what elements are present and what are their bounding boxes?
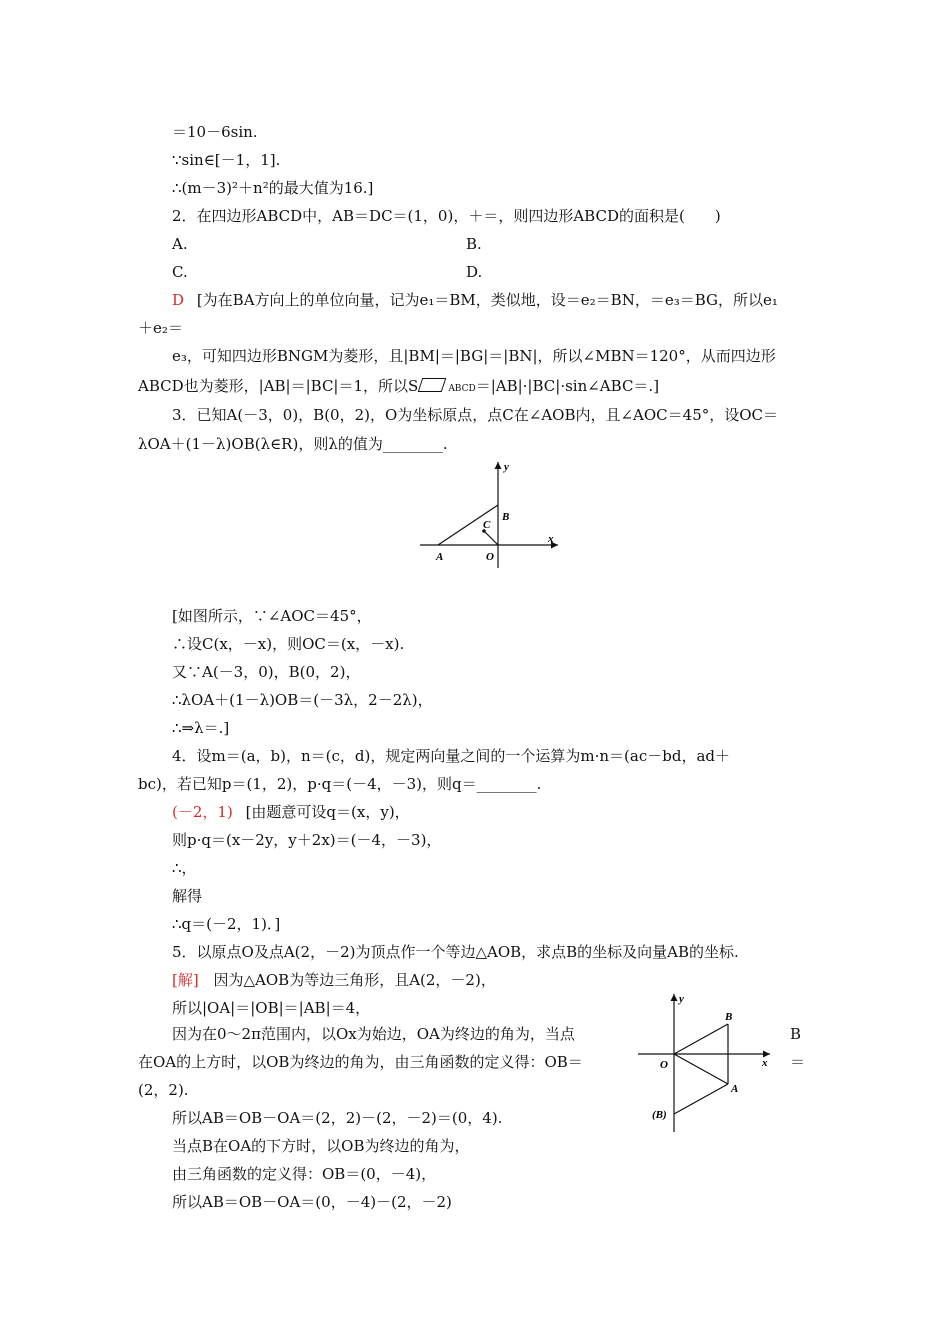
solution-5-line-6: 所以AB＝OB－OA＝(2，2)－(2，－2)＝(0，4). bbox=[172, 1109, 503, 1127]
answer-4: (－2，1) bbox=[172, 803, 233, 821]
segment-ob bbox=[674, 1024, 728, 1054]
question-4-line-2: bc)，若已知p＝(1，2)，p·q＝(－4，－3)，则q＝________. bbox=[138, 775, 542, 793]
area-formula: ＝|AB|·|BC|·sin∠ABC＝.] bbox=[475, 377, 660, 395]
segment-a-b2 bbox=[674, 1084, 728, 1114]
solution-5-line-7: 当点B在OA的下方时，以OB为终边的角为， bbox=[172, 1137, 470, 1155]
solution-5-line-4: 在OA的上方时，以OB为终边的角为，由三角函数的定义得：OB＝ bbox=[138, 1053, 583, 1071]
option-b: B. bbox=[466, 235, 482, 253]
answer-2: D bbox=[172, 291, 185, 309]
solution-2-line-4 bbox=[138, 376, 659, 399]
question-2: 2．在四边形ABCD中，AB＝DC＝(1，0)，＋＝，则四边形ABCD的面积是( ) bbox=[172, 207, 721, 225]
label-o: O bbox=[486, 551, 494, 563]
answer-line-5 bbox=[172, 970, 496, 990]
segment-oa bbox=[674, 1054, 728, 1084]
figure-equilateral-aob bbox=[636, 990, 776, 1136]
solution-4-text: [由题意可设q＝(x，y)， bbox=[245, 803, 410, 821]
figure-triangle-aoc bbox=[420, 458, 570, 568]
solution-5-line-8: 由三角函数的定义得：OB＝(0，－4)， bbox=[172, 1165, 437, 1183]
solution-5-marker: [解] bbox=[172, 971, 199, 989]
solution-3-line-5: ∴⇒λ＝.] bbox=[172, 719, 230, 737]
label-o: O bbox=[660, 1059, 668, 1071]
label-y: y bbox=[504, 461, 509, 473]
question-3-line-2: λOA＋(1－λ)OB(λ∈R)，则λ的值为________. bbox=[138, 435, 448, 453]
solution-5-line-4-right: ＝ bbox=[790, 1053, 806, 1071]
parallelogram-icon bbox=[418, 378, 447, 392]
solution-5-line-3: 因为在0～2π范围内，以Ox为始边，OA为终边的角为，当点 bbox=[172, 1025, 575, 1043]
solution-3-line-4: ∴λOA＋(1－λ)OB＝(－3λ，2－2λ)， bbox=[172, 691, 433, 709]
label-x: x bbox=[762, 1057, 768, 1069]
solution-5-line-3-right: B bbox=[790, 1025, 802, 1043]
answer-line-4 bbox=[172, 802, 410, 822]
line-2: ∵sin∈[－1，1]. bbox=[172, 151, 281, 169]
label-b-lower: (B) bbox=[652, 1109, 667, 1121]
label-x: x bbox=[548, 533, 554, 545]
line-3: ∴(m－3)²＋n²的最大值为16.] bbox=[172, 179, 374, 197]
solution-3-line-3: 又∵A(－3，0)，B(0，2)， bbox=[172, 663, 361, 681]
option-d: D. bbox=[466, 263, 483, 281]
solution-2-line-3: e₃，可知四边形BNGM为菱形，且|BM|＝|BG|＝|BN|，所以∠MBN＝120°，从而四边形 bbox=[172, 347, 776, 365]
segment-oc bbox=[484, 531, 498, 545]
solution-4-line-4: 解得 bbox=[172, 887, 203, 905]
label-a: A bbox=[731, 1083, 739, 1095]
solution-5-line-9: 所以AB＝OB－OA＝(0，－4)－(2，－2) bbox=[172, 1193, 452, 1211]
option-a: A. bbox=[172, 235, 188, 253]
solution-3-line-2: ∴设C(x，－x)，则OC＝(x，－x). bbox=[172, 635, 405, 653]
answer-line-2 bbox=[172, 290, 778, 310]
area-subscript: ABCD bbox=[448, 384, 476, 394]
area-prefix: ABCD也为菱形，|AB|＝|BC|＝1，所以S bbox=[138, 377, 419, 395]
label-c: C bbox=[483, 519, 491, 531]
question-5: 5．以原点O及点A(2，－2)为顶点作一个等边△AOB，求点B的坐标及向量AB的坐标. bbox=[172, 943, 739, 961]
solution-5-text: 因为△AOB为等边三角形，且A(2，－2)， bbox=[213, 971, 496, 989]
question-3: 3．已知A(－3，0)，B(0，2)，O为坐标原点，点C在∠AOB内，且∠AOC＝45°，设OC＝ bbox=[172, 406, 779, 424]
label-a: A bbox=[436, 551, 444, 563]
option-c: C. bbox=[172, 263, 188, 281]
solution-5-line-5: (2，2). bbox=[138, 1081, 189, 1099]
solution-2-line-2: ＋e₂＝ bbox=[138, 319, 183, 337]
label-y: y bbox=[679, 993, 684, 1005]
label-b: B bbox=[502, 511, 510, 523]
solution-4-line-5: ∴q＝(－2，1)．] bbox=[172, 915, 281, 933]
label-b: B bbox=[725, 1011, 733, 1023]
solution-5-line-2: 所以|OA|＝|OB|＝|AB|＝4， bbox=[172, 999, 371, 1017]
solution-4-line-3: ∴， bbox=[172, 859, 197, 877]
solution-3-line-1: [如图所示，∵∠AOC＝45°， bbox=[172, 607, 372, 625]
solution-2-text: [为在BA方向上的单位向量，记为e₁＝BM，类似地，设＝e₂＝BN，＝e₃＝BG，所以e₁ bbox=[196, 291, 778, 309]
line-1: ＝10－6sin. bbox=[172, 123, 258, 141]
question-4: 4．设m＝(a，b)，n＝(c，d)，规定两向量之间的一个运算为m·n＝(ac－bd，ad＋ bbox=[172, 747, 730, 765]
solution-4-line-2: 则p·q＝(x－2y，y＋2x)＝(－4，－3)， bbox=[172, 831, 442, 849]
